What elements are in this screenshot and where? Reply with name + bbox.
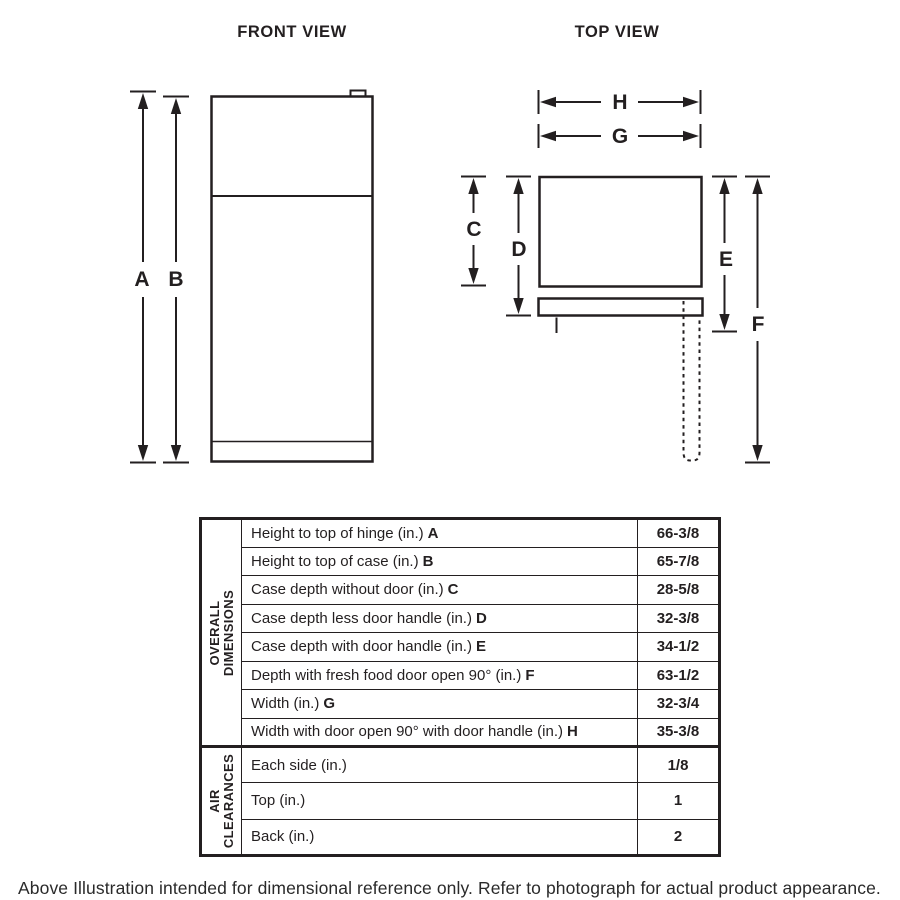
dim-label-a: A: [134, 268, 150, 291]
door-top: [539, 299, 703, 316]
row-label: Width (in.) G: [242, 690, 638, 719]
section-header-overall-dimensions: [201, 519, 242, 747]
table-row: [201, 604, 720, 633]
dimension-arrow-f: [745, 177, 770, 463]
row-value: 65-7/8: [638, 547, 720, 576]
section-header-line: CLEARANCES: [220, 753, 236, 849]
row-value: 28-5/8: [638, 576, 720, 605]
refrigerator-top-outline: [539, 177, 703, 461]
dim-label-g: G: [611, 125, 629, 148]
dimension-table: [199, 517, 721, 857]
refrigerator-front-outline: [212, 91, 373, 462]
table-row: [201, 661, 720, 690]
dim-label-c: C: [466, 218, 482, 241]
dim-letter-ref: H: [567, 723, 578, 741]
row-value: 34-1/2: [638, 633, 720, 662]
row-label: Height to top of hinge (in.) A: [242, 519, 638, 548]
section-header-line: AIR: [206, 789, 222, 813]
dim-letter-ref: E: [475, 638, 486, 656]
row-value: 32-3/8: [638, 604, 720, 633]
dimension-arrow-c: [461, 177, 486, 286]
section-header-air-clearances: [201, 747, 242, 856]
row-label: Depth with fresh food door open 90° (in.) F: [242, 661, 638, 690]
row-value: 32-3/4: [638, 690, 720, 719]
row-label: Case depth with door handle (in.) E: [242, 633, 638, 662]
top-view: [461, 23, 770, 463]
section-header-line: OVERALL: [206, 600, 222, 665]
dim-label-f: F: [751, 313, 765, 336]
dim-letter-ref: B: [422, 552, 434, 570]
dim-label-e: E: [718, 248, 734, 271]
dim-letter-ref: G: [323, 695, 336, 713]
row-label: Case depth without door (in.) C: [242, 576, 638, 605]
dim-letter-ref: F: [525, 666, 535, 684]
row-value: 63-1/2: [638, 661, 720, 690]
top-view-title: TOP VIEW: [574, 23, 660, 41]
dimension-arrow-d: [506, 177, 531, 316]
row-label: Case depth less door handle (in.) D: [242, 604, 638, 633]
dim-letter-ref: A: [427, 524, 439, 542]
table-row: [201, 519, 720, 548]
door-swing-dashed: [684, 301, 700, 461]
row-label: Top (in.): [242, 783, 638, 819]
row-label: Height to top of case (in.) B: [242, 547, 638, 576]
table-row: [201, 690, 720, 719]
table-row: [201, 576, 720, 605]
table-row: [201, 747, 720, 783]
dimension-arrow-g: [539, 124, 701, 148]
front-view-title: FRONT VIEW: [237, 23, 347, 41]
dimension-arrow-a: [130, 92, 156, 463]
row-label: Width with door open 90° with door handle (in.) H: [242, 718, 638, 747]
table-row: [201, 718, 720, 747]
table-row: [201, 633, 720, 662]
dim-letter-ref: C: [447, 581, 459, 599]
row-value: 2: [638, 819, 720, 855]
row-value: 66-3/8: [638, 519, 720, 548]
row-label: Each side (in.): [242, 747, 638, 783]
front-view: [130, 23, 373, 463]
row-value: 1/8: [638, 747, 720, 783]
dim-label-b: B: [168, 268, 184, 291]
dimension-arrow-b: [163, 97, 189, 463]
table-row: [201, 819, 720, 855]
dim-label-h: H: [612, 91, 628, 114]
row-value: 35-3/8: [638, 718, 720, 747]
row-value: 1: [638, 783, 720, 819]
table-row: [201, 783, 720, 819]
table-row: [201, 547, 720, 576]
section-header-line: DIMENSIONS: [220, 589, 236, 676]
dimension-arrow-h: [539, 90, 701, 114]
case-top: [540, 177, 702, 287]
row-label: Back (in.): [242, 819, 638, 855]
dim-letter-ref: D: [475, 609, 487, 627]
dim-label-d: D: [511, 238, 527, 261]
dimension-arrow-e: [712, 177, 737, 332]
footer-disclaimer: Above Illustration intended for dimensional reference only. Refer to photograph for actual product appearance.: [18, 878, 881, 898]
